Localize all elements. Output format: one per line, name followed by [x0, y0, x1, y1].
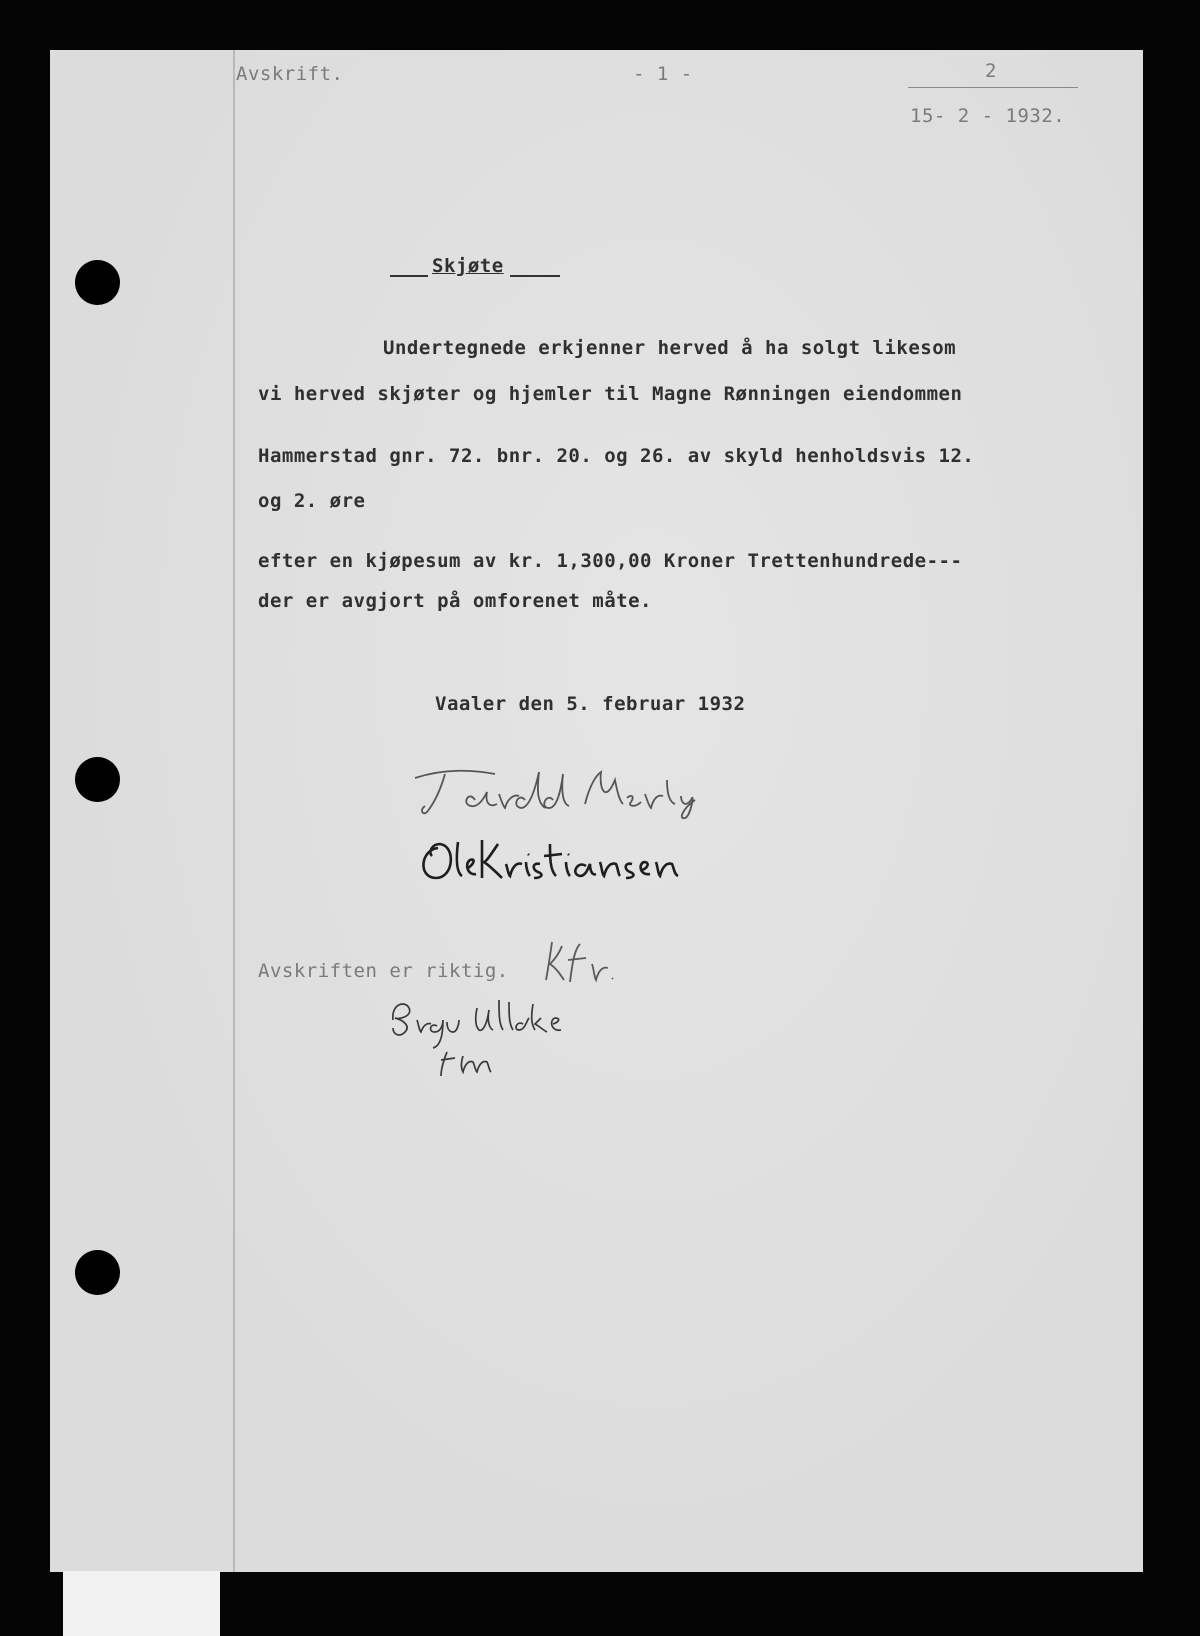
certification-initials-handwriting [540, 936, 620, 986]
certifier-signature [385, 990, 585, 1080]
margin-line [233, 50, 235, 1572]
page-number: 2 [985, 60, 997, 82]
document-title: Skjøte [432, 255, 504, 277]
signature-ole-kristiansen [410, 828, 730, 888]
document-page [50, 50, 1143, 1572]
punch-hole-middle [75, 757, 120, 802]
header-date: 15- 2 - 1932. [910, 105, 1066, 127]
punch-hole-bottom [75, 1250, 120, 1295]
page-marker: - 1 - [633, 63, 693, 85]
paragraph-line-1: Undertegnede erkjenner herved å ha solgt likesom [383, 337, 957, 359]
paragraph-line-6: der er avgjort på omforenet måte. [258, 590, 652, 612]
title-underline-left [390, 275, 428, 277]
certification-text: Avskriften er riktig. [258, 960, 509, 982]
place-date: Vaaler den 5. februar 1932 [435, 693, 746, 715]
header-label: Avskrift. [236, 63, 344, 85]
scan-label-tab [63, 1571, 220, 1636]
paragraph-line-5: efter en kjøpesum av kr. 1,300,00 Kroner Trettenhundrede--- [258, 550, 963, 572]
signature-tarald-nerby [405, 760, 715, 820]
paragraph-line-4: og 2. øre [258, 490, 366, 512]
paragraph-line-3: Hammerstad gnr. 72. bnr. 20. og 26. av skyld henholdsvis 12. [258, 445, 975, 467]
punch-hole-top [75, 260, 120, 305]
title-underline-right [510, 275, 560, 277]
header-rule [908, 87, 1078, 88]
paragraph-line-2: vi herved skjøter og hjemler til Magne Rønningen eiendommen [258, 383, 963, 405]
